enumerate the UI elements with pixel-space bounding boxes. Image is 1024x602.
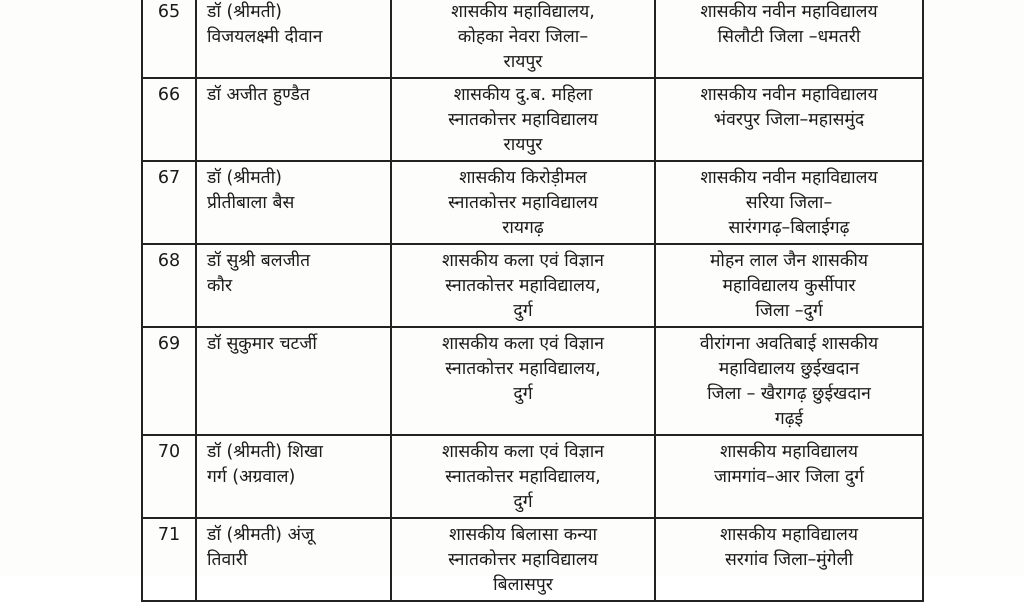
serial-number-cell: 69	[142, 327, 196, 435]
to-line: गढ़ई	[774, 409, 804, 429]
from-line: शासकीय बिलासा कन्या	[448, 525, 598, 545]
to-college-cell	[655, 78, 923, 161]
name-line: प्रीतीबाला बैस	[207, 193, 295, 213]
to-line: शासकीय नवीन महाविद्यालय	[700, 2, 878, 22]
name-line: डॉ (श्रीमती) शिखा	[207, 442, 323, 462]
to-line: मोहन लाल जैन शासकीय	[709, 251, 869, 271]
table-row	[142, 518, 923, 601]
from-line: स्नातकोत्तर महाविद्यालय,	[445, 276, 601, 296]
name-line: कौर	[207, 276, 233, 296]
name-line: विजयलक्ष्मी दीवान	[207, 27, 323, 47]
to-line: जिला – खैरागढ़ छुईखदान	[707, 384, 871, 404]
from-line: दुर्ग	[513, 384, 533, 404]
to-college-cell	[655, 161, 923, 244]
name-cell	[196, 244, 391, 327]
from-line: रायपुर	[503, 52, 543, 72]
from-line: शासकीय महाविद्यालय,	[451, 2, 595, 22]
from-line: रायपुर	[503, 135, 543, 155]
to-college-cell	[655, 518, 923, 601]
table-body	[142, 0, 923, 601]
to-line: वीरांगना अवतिबाई शासकीय	[699, 334, 879, 354]
from-college-cell	[391, 327, 655, 435]
to-line: शासकीय नवीन महाविद्यालय	[700, 85, 878, 105]
name-cell	[196, 78, 391, 161]
name-line: डॉ अजीत हुण्डैत	[207, 85, 310, 105]
from-line: दुर्ग	[513, 301, 533, 321]
from-line: कोहका नेवरा जिला–	[457, 27, 589, 47]
from-line: शासकीय दु.ब. महिला	[453, 85, 593, 105]
to-line: सारंगगढ़–बिलाईगढ़	[728, 218, 850, 238]
name-cell	[196, 327, 391, 435]
name-line: डॉ (श्रीमती)	[207, 168, 283, 188]
to-line: सिलौटी जिला –धमतरी	[717, 27, 861, 47]
to-college-cell	[655, 244, 923, 327]
name-line: गर्ग (अग्रवाल)	[207, 467, 296, 487]
to-line: सरिया जिला–	[745, 193, 833, 213]
to-line: सरगांव जिला–मुंगेली	[724, 550, 854, 570]
serial-number-cell: 65	[142, 0, 196, 78]
table-row	[142, 435, 923, 518]
from-college-cell	[391, 78, 655, 161]
from-line: शासकीय कला एवं विज्ञान	[441, 251, 605, 271]
to-line: भंवरपुर जिला–महासमुंद	[713, 110, 865, 130]
from-college-cell	[391, 161, 655, 244]
name-line: डॉ सुकुमार चटर्जी	[207, 334, 317, 354]
table-row	[142, 327, 923, 435]
from-line: स्नातकोत्तर महाविद्यालय,	[445, 359, 601, 379]
to-college-cell	[655, 327, 923, 435]
serial-number-cell: 67	[142, 161, 196, 244]
transfer-table	[141, 0, 924, 602]
table-row	[142, 78, 923, 161]
from-college-cell	[391, 0, 655, 78]
table-row	[142, 161, 923, 244]
from-college-cell	[391, 518, 655, 601]
from-line: स्नातकोत्तर महाविद्यालय,	[445, 467, 601, 487]
from-line: रायगढ़	[502, 218, 544, 238]
from-line: स्नातकोत्तर महाविद्यालय	[448, 550, 598, 570]
to-line: जामगांव–आर जिला दुर्ग	[713, 467, 865, 487]
from-line: स्नातकोत्तर महाविद्यालय	[448, 193, 598, 213]
from-line: शासकीय कला एवं विज्ञान	[441, 334, 605, 354]
from-college-cell	[391, 244, 655, 327]
name-line: डॉ (श्रीमती)	[207, 2, 283, 22]
name-cell	[196, 0, 391, 78]
name-line: डॉ (श्रीमती) अंजू	[207, 525, 314, 545]
to-college-cell	[655, 435, 923, 518]
from-college-cell	[391, 435, 655, 518]
name-line: डॉ सुश्री बलजीत	[207, 251, 311, 271]
to-line: शासकीय महाविद्यालय	[719, 525, 859, 545]
from-line: स्नातकोत्तर महाविद्यालय	[448, 110, 598, 130]
serial-number-cell: 68	[142, 244, 196, 327]
name-line: तिवारी	[207, 550, 248, 570]
serial-number-cell: 71	[142, 518, 196, 601]
to-line: जिला –दुर्ग	[755, 301, 823, 321]
from-line: बिलासपुर	[493, 575, 553, 595]
from-line: शासकीय कला एवं विज्ञान	[441, 442, 605, 462]
from-line: शासकीय किरोड़ीमल	[459, 168, 587, 188]
to-line: महाविद्यालय कुर्सीपार	[722, 276, 856, 296]
name-cell	[196, 518, 391, 601]
name-cell	[196, 161, 391, 244]
table-row	[142, 244, 923, 327]
to-line: शासकीय महाविद्यालय	[719, 442, 859, 462]
to-line: शासकीय नवीन महाविद्यालय	[700, 168, 878, 188]
table-row	[142, 0, 923, 78]
from-line: दुर्ग	[513, 492, 533, 512]
serial-number-cell: 66	[142, 78, 196, 161]
serial-number-cell: 70	[142, 435, 196, 518]
name-cell	[196, 435, 391, 518]
to-line: महाविद्यालय छुईखदान	[718, 359, 860, 379]
to-college-cell	[655, 0, 923, 78]
